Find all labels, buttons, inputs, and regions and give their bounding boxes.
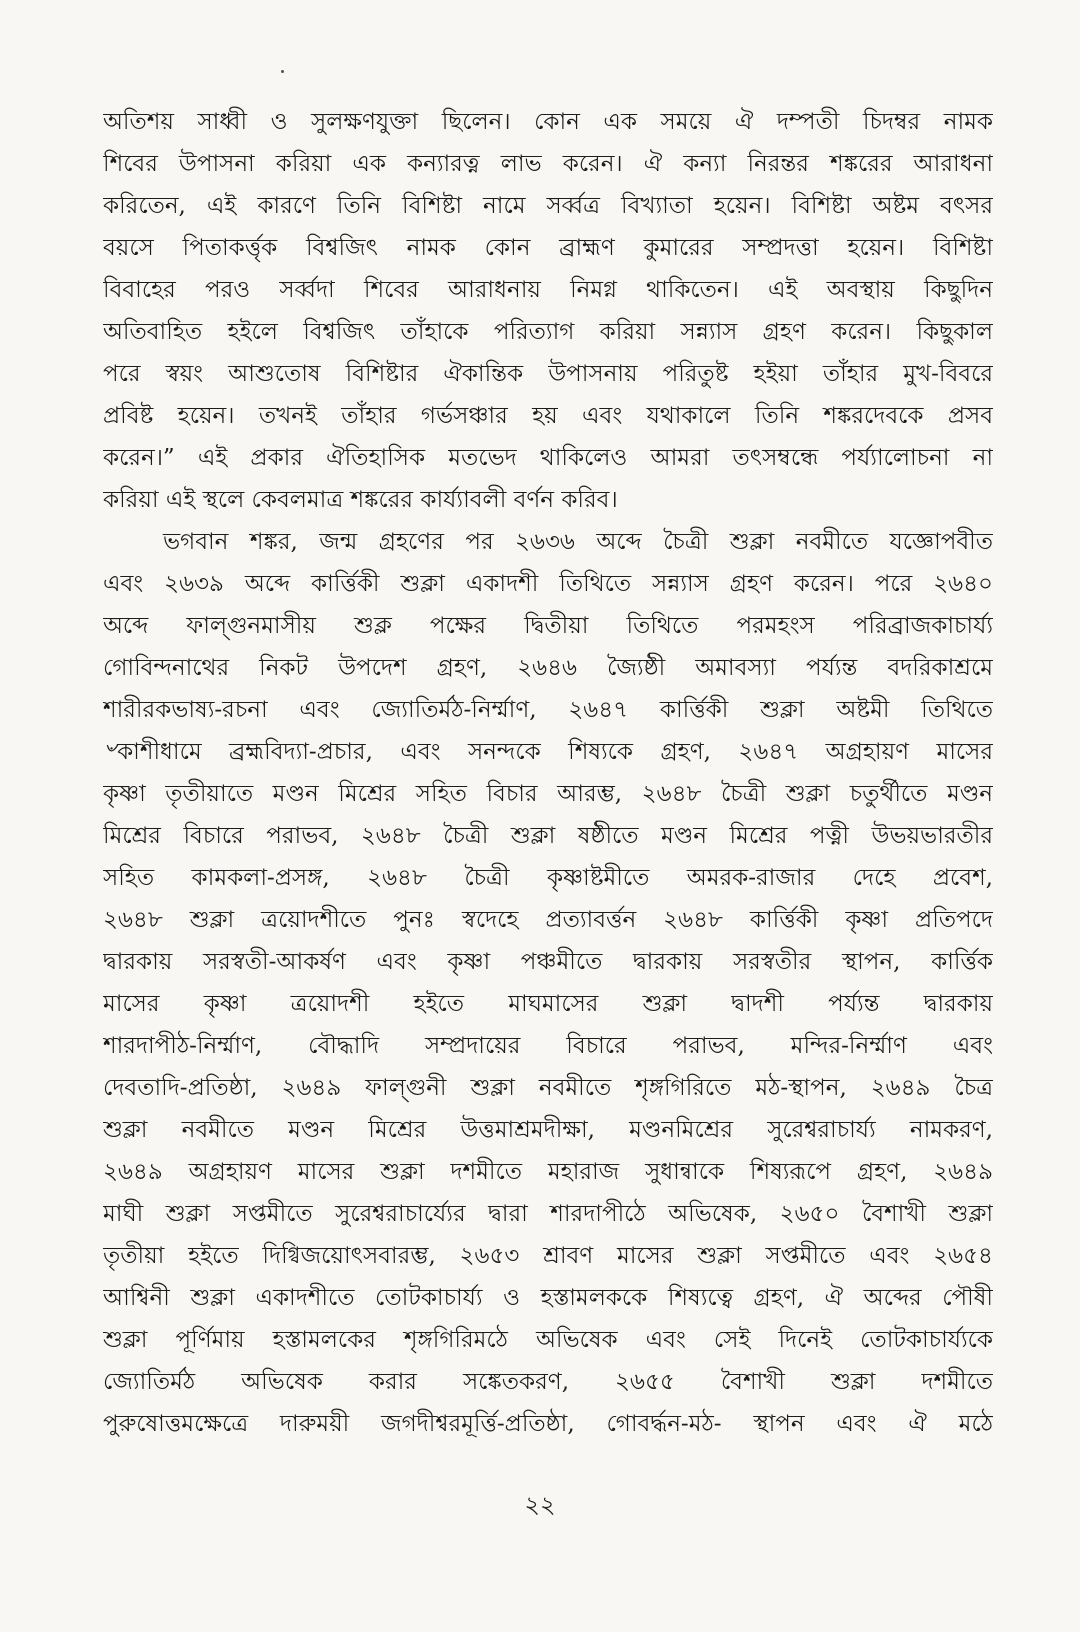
text-line: প্রবিষ্ট হয়েন। তখনই তাঁহার গর্ভসঞ্চার হয় এবং যথাকালে তিনি শঙ্করদেবকে প্রসব xyxy=(103,403,993,429)
text-line: কৃষ্ণা তৃতীয়াতে মণ্ডন মিশ্রের সহিত বিচার আরম্ভ, ২৬৪৮ চৈত্রী শুক্লা চতুর্থীতে মণ্ডন xyxy=(103,781,993,807)
text-line: করেন।” এই প্রকার ঐতিহাসিক মতভেদ থাকিলেও আমরা তৎসম্বন্ধে পর্য্যালোচনা না xyxy=(103,445,993,471)
text-line: ২৬৪৯ অগ্রহায়ণ মাসের শুক্লা দশমীতে মহারাজ সুধান্বাকে শিষ্যরূপে গ্রহণ, ২৬৪৯ xyxy=(103,1159,993,1185)
text-line: এবং ২৬৩৯ অব্দে কার্ত্তিকী শুক্লা একাদশী তিথিতে সন্ন্যাস গ্রহণ করেন। পরে ২৬৪০ xyxy=(103,571,993,597)
text-line: দেবতাদি-প্রতিষ্ঠা, ২৬৪৯ ফাল্গুনী শুক্লা নবমীতে শৃঙ্গগিরিতে মঠ-স্থাপন, ২৬৪৯ চৈত্র xyxy=(103,1075,993,1101)
text-line: মাঘী শুক্লা সপ্তমীতে সুরেশ্বরাচার্য্যের দ্বারা শারদাপীঠে অভিষেক, ২৬৫০ বৈশাখী শুক্লা xyxy=(103,1201,993,1227)
text-line: করিয়া এই স্থলে কেবলমাত্র শঙ্করের কার্য্যাবলী বর্ণন করিব। xyxy=(103,487,618,513)
text-line: জ্যোতির্মঠ অভিষেক করার সঙ্কেতকরণ, ২৬৫৫ বৈশাখী শুক্লা দশমীতে xyxy=(103,1369,993,1395)
text-line: শুক্লা পূর্ণিমায় হস্তামলকের শৃঙ্গগিরিমঠে অভিষেক এবং সেই দিনেই তোটকাচার্য্যকে xyxy=(103,1327,993,1353)
text-line: শিবের উপাসনা করিয়া এক কন্যারত্ন লাভ করেন। ঐ কন্যা নিরন্তর শঙ্করের আরাধনা xyxy=(103,151,993,177)
text-line: মাসের কৃষ্ণা ত্রয়োদশী হইতে মাঘমাসের শুক্লা দ্বাদশী পর্য্যন্ত দ্বারকায় xyxy=(103,991,993,1017)
text-line: শারীরকভাষ্য-রচনা এবং জ্যোতির্মঠ-নির্ম্মাণ, ২৬৪৭ কার্ত্তিকী শুক্লা অষ্টমী তিথিতে xyxy=(103,697,993,723)
text-line: দ্বারকায় সরস্বতী-আকর্ষণ এবং কৃষ্ণা পঞ্চমীতে দ্বারকায় সরস্বতীর স্থাপন, কার্ত্তিক xyxy=(103,949,993,975)
ink-speck xyxy=(281,70,284,73)
text-line: মিশ্রের বিচারে পরাভব, ২৬৪৮ চৈত্রী শুক্লা ষষ্ঠীতে মণ্ডন মিশ্রের পত্নী উভয়ভারতীর xyxy=(103,823,993,849)
paragraph-2 xyxy=(103,521,993,1445)
paragraph-1 xyxy=(103,101,993,521)
text-line: পরে স্বয়ং আশুতোষ বিশিষ্টার ঐকান্তিক উপাসনায় পরিতুষ্ট হইয়া তাঁহার মুখ-বিবরে xyxy=(103,361,993,387)
text-line: গোবিন্দনাথের নিকট উপদেশ গ্রহণ, ২৬৪৬ জ্যৈষ্ঠী অমাবস্যা পর্য্যন্ত বদরিকাশ্রমে xyxy=(103,655,993,681)
text-line: ভগবান শঙ্কর, জন্ম গ্রহণের পর ২৬৩৬ অব্দে চৈত্রী শুক্লা নবমীতে যজ্ঞোপবীত xyxy=(163,529,993,555)
text-line: শুক্লা নবমীতে মণ্ডন মিশ্রের উত্তমাশ্রমদীক্ষা, মণ্ডনমিশ্রের সুরেশ্বরাচার্য্য নামকরণ, xyxy=(103,1117,993,1143)
text-line: তৃতীয়া হইতে দিগ্বিজয়োৎসবারম্ভ, ২৬৫৩ শ্রাবণ মাসের শুক্লা সপ্তমীতে এবং ২৬৫৪ xyxy=(103,1243,993,1269)
page-number: ২২ xyxy=(524,1491,556,1519)
text-line: অব্দে ফাল্গুনমাসীয় শুক্ল পক্ষের দ্বিতীয়া তিথিতে পরমহংস পরিব্রাজকাচার্য্য xyxy=(103,613,993,639)
text-line: বয়সে পিতাকর্ত্তৃক বিশ্বজিৎ নামক কোন ব্রাহ্মণ কুমারের সম্প্রদত্তা হয়েন। বিশিষ্টা xyxy=(103,235,993,261)
text-line: পুরুষোত্তমক্ষেত্রে দারুময়ী জগদীশ্বরমূর্ত্তি-প্রতিষ্ঠা, গোবর্দ্ধন-মঠ- স্থাপন এবং ঐ মঠে xyxy=(103,1411,993,1437)
text-line: শারদাপীঠ-নির্ম্মাণ, বৌদ্ধাদি সম্প্রদায়ের বিচারে পরাভব, মন্দির-নির্ম্মাণ এবং xyxy=(103,1033,993,1059)
text-line: অতিবাহিত হইলে বিশ্বজিৎ তাঁহাকে পরিত্যাগ করিয়া সন্ন্যাস গ্রহণ করেন। কিছুকাল xyxy=(103,319,993,345)
text-line: ৺কাশীধামে ব্রহ্মবিদ্যা-প্রচার, এবং সনন্দকে শিষ্যকে গ্রহণ, ২৬৪৭ অগ্রহায়ণ মাসের xyxy=(103,739,993,765)
text-line: করিতেন, এই কারণে তিনি বিশিষ্টা নামে সর্ব্বত্র বিখ্যাতা হয়েন। বিশিষ্টা অষ্টম বৎসর xyxy=(103,193,993,219)
body-text xyxy=(103,101,993,1445)
text-line: ২৬৪৮ শুক্লা ত্রয়োদশীতে পুনঃ স্বদেহে প্রত্যাবর্ত্তন ২৬৪৮ কার্ত্তিকী কৃষ্ণা প্রতিপদে xyxy=(103,907,993,933)
text-line: বিবাহের পরও সর্ব্বদা শিবের আরাধনায় নিমগ্ন থাকিতেন। এই অবস্থায় কিছুদিন xyxy=(103,277,993,303)
text-line: অতিশয় সাধ্বী ও সুলক্ষণযুক্তা ছিলেন। কোন এক সময়ে ঐ দম্পতী চিদম্বর নামক xyxy=(103,109,993,135)
text-line: আশ্বিনী শুক্লা একাদশীতে তোটকাচার্য্য ও হস্তামলককে শিষ্যত্বে গ্রহণ, ঐ অব্দের পৌষী xyxy=(103,1285,993,1311)
text-line: সহিত কামকলা-প্রসঙ্গ, ২৬৪৮ চৈত্রী কৃষ্ণাষ্টমীতে অমরক-রাজার দেহে প্রবেশ, xyxy=(103,865,993,891)
